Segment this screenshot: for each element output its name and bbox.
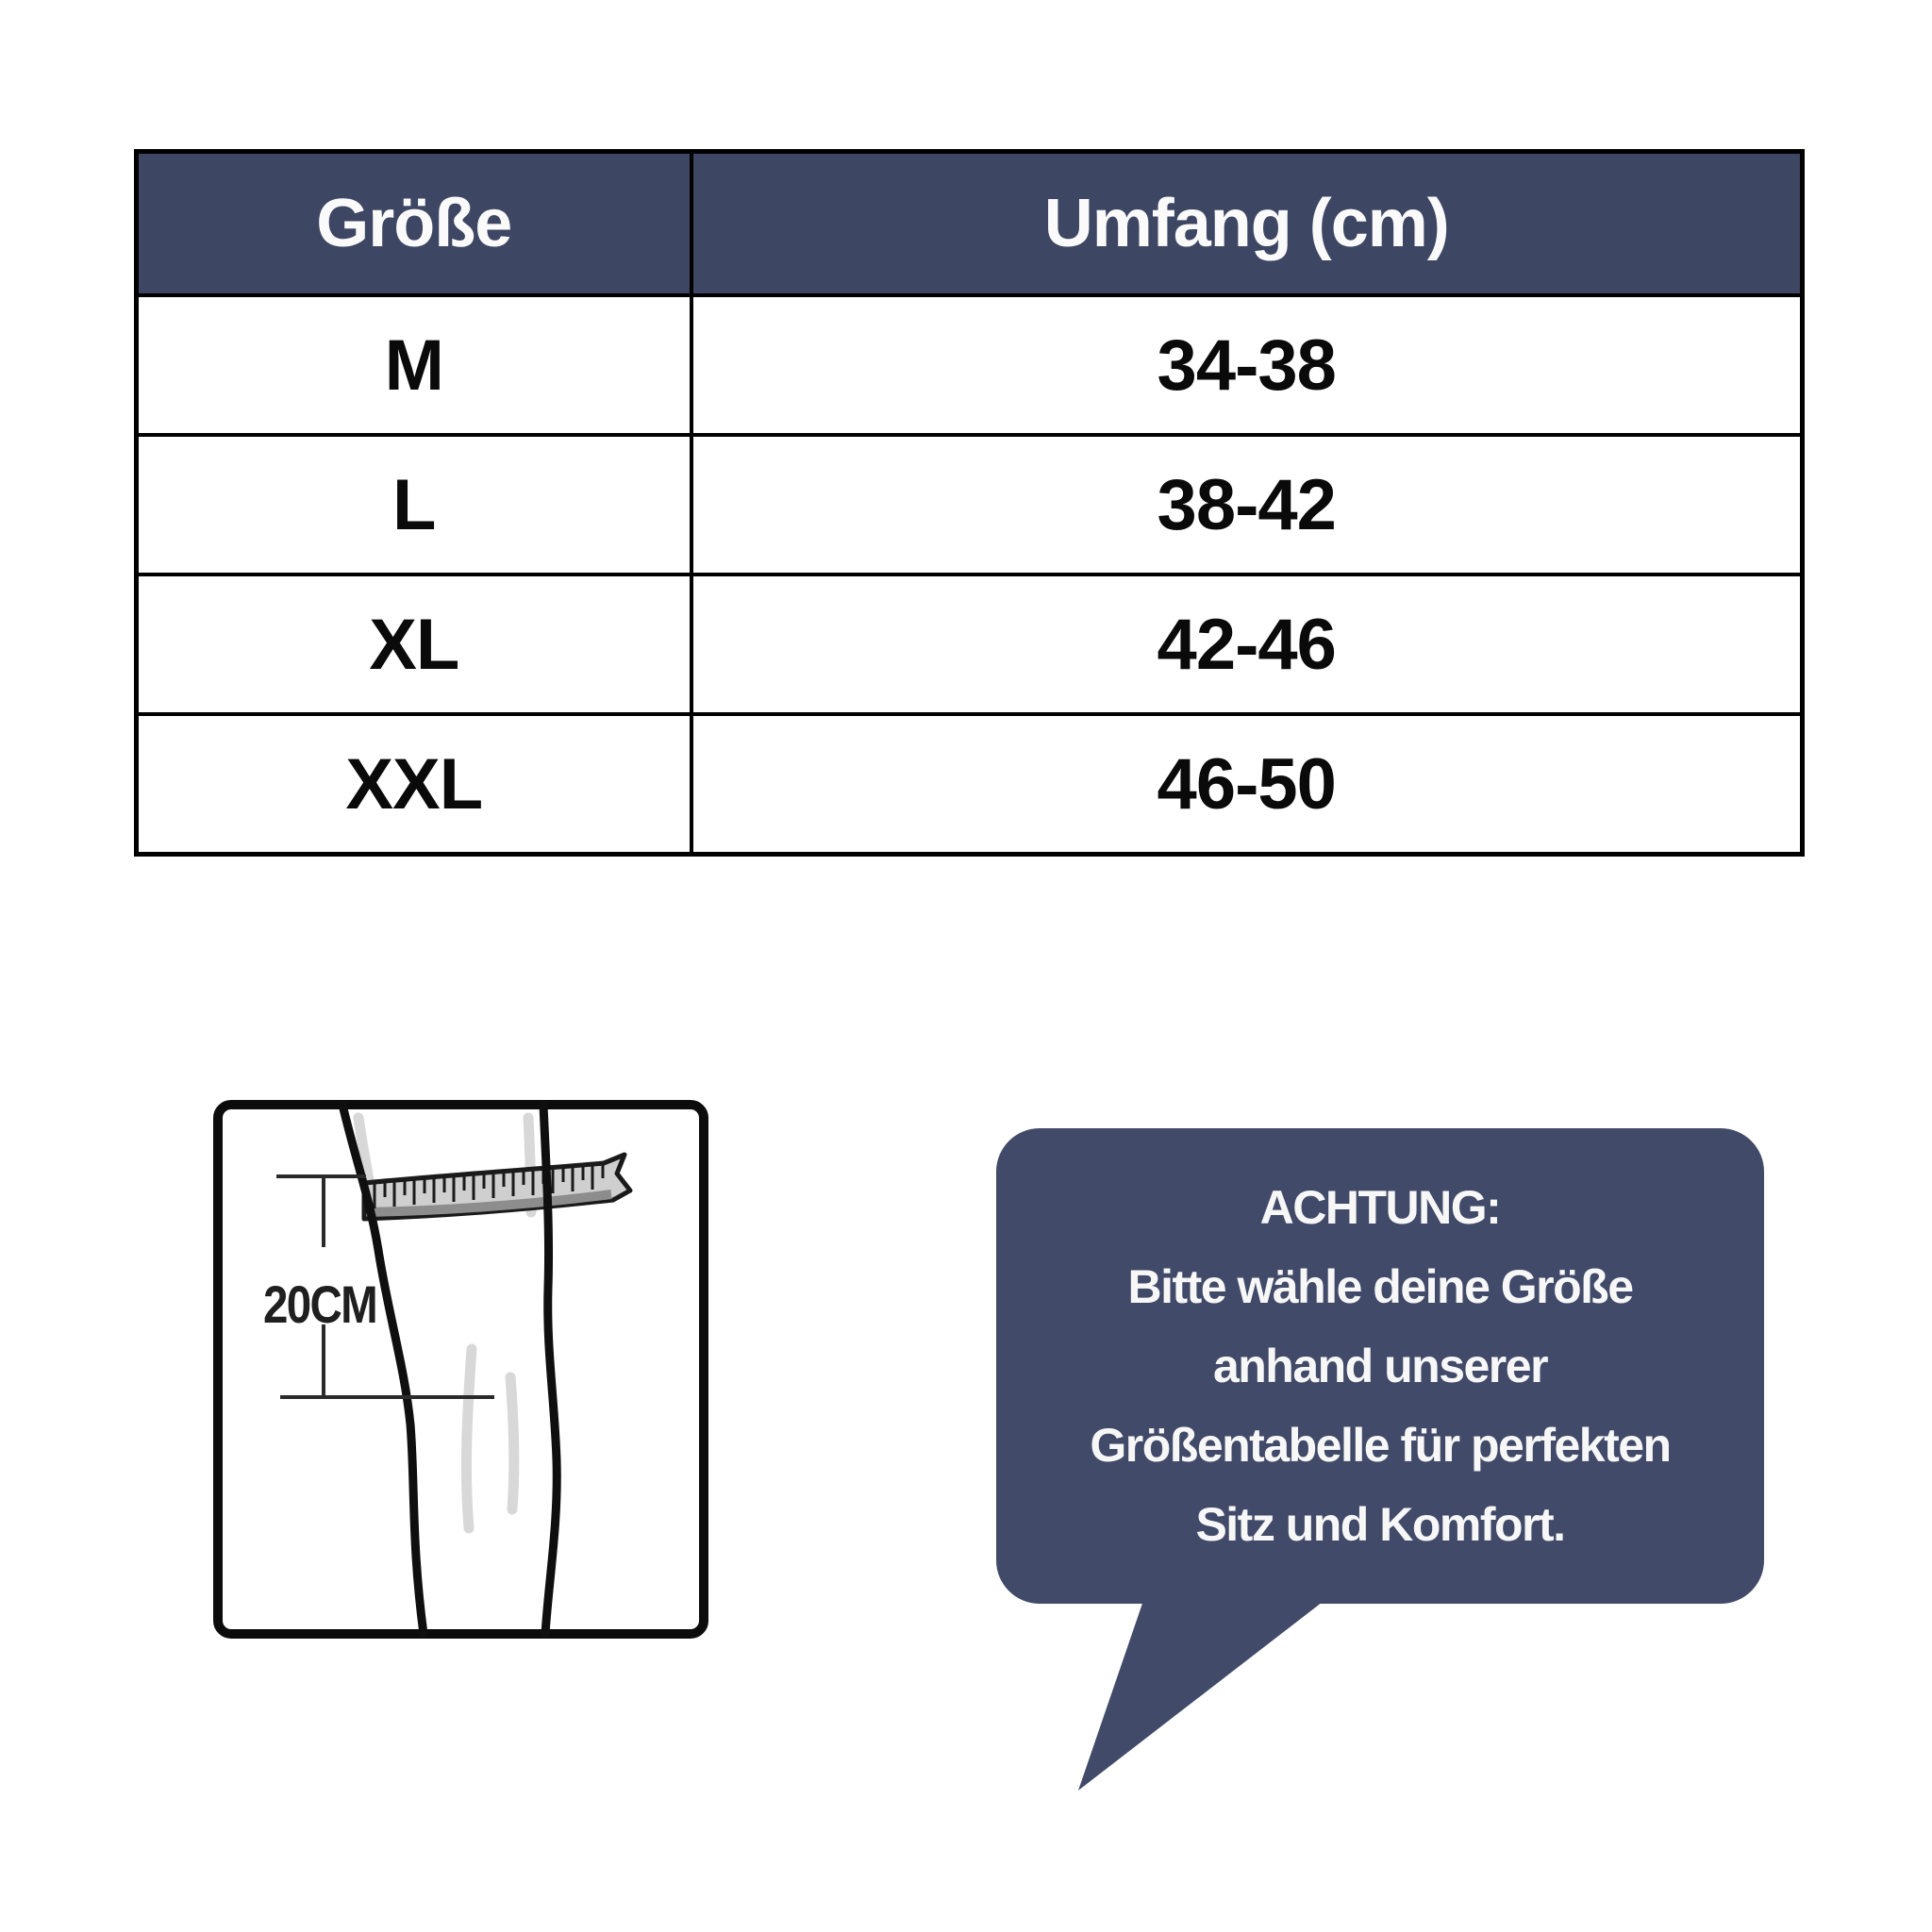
header-cell-circumference: Umfang (cm) bbox=[691, 152, 1803, 296]
callout-line: Sitz und Komfort. bbox=[1195, 1498, 1565, 1551]
header-cell-size: Größe bbox=[137, 152, 691, 296]
callout-heading: ACHTUNG: bbox=[1259, 1181, 1501, 1234]
cell-circumference: 46-50 bbox=[691, 714, 1803, 855]
callout-line: Bitte wähle deine Größe bbox=[1127, 1260, 1633, 1313]
cell-size: XXL bbox=[137, 714, 691, 855]
table-row bbox=[137, 435, 1803, 575]
cell-circumference: 38-42 bbox=[691, 435, 1803, 575]
table-row bbox=[137, 575, 1803, 714]
cell-circumference: 34-38 bbox=[691, 295, 1803, 435]
table-row bbox=[137, 714, 1803, 855]
cell-size: XL bbox=[137, 575, 691, 714]
speech-bubble-tail bbox=[1038, 1585, 1377, 1811]
cell-size: L bbox=[137, 435, 691, 575]
leg-measurement-diagram bbox=[189, 1075, 755, 1660]
cell-size: M bbox=[137, 295, 691, 435]
callout-line: anhand unserer bbox=[1212, 1340, 1548, 1392]
cell-circumference: 42-46 bbox=[691, 575, 1803, 714]
measurement-label: 20CM bbox=[263, 1274, 376, 1334]
speech-bubble bbox=[996, 1128, 1764, 1604]
table-header-row bbox=[137, 152, 1803, 296]
callout-line: Größentabelle für perfekten bbox=[1090, 1419, 1671, 1472]
table-row bbox=[137, 295, 1803, 435]
size-table bbox=[134, 149, 1805, 857]
